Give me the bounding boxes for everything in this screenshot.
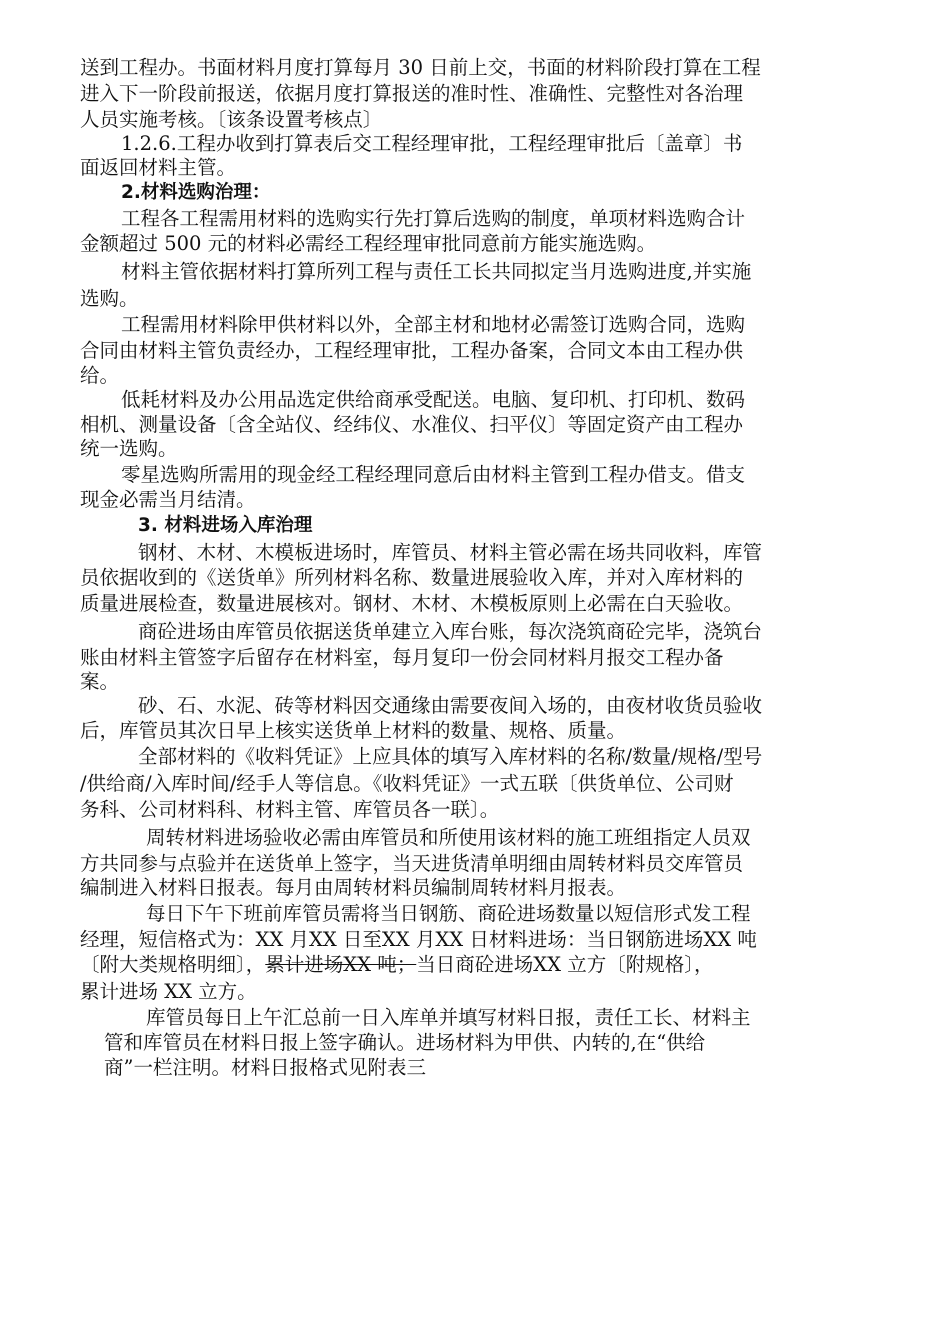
text-line: 商”一栏注明。材料日报格式见附表三 (104, 1056, 426, 1079)
text-line (80, 953, 713, 977)
text-line: 编制进入材料日报表。每月由周转材料员编制周转材料月报表。 (80, 876, 627, 899)
text-line: 钢材、木材、木模板进场时，库管员、材料主管必需在场共同收料，库管 (138, 541, 763, 564)
text-line: 商砼进场由库管员依据送货单建立入库台账，每次浇筑商砼完毕，浇筑台 (138, 620, 763, 643)
text-line: 给。 (80, 364, 120, 387)
text-line: 材料主管依据材料打算所列工程与责任工长共同拟定当月选购进度,并实施 (121, 260, 752, 283)
text-line: 工程需用材料除甲供材料以外，全部主材和地材必需签订选购合同，选购 (121, 313, 746, 336)
text-line: 零星选购所需用的现金经工程经理同意后由材料主管到工程办借支。借支 (121, 463, 746, 486)
text-line: 工程各工程需用材料的选购实行先打算后选购的制度，单项材料选购合计 (121, 207, 746, 230)
text-line: 周转材料进场验收必需由库管员和所使用该材料的施工班组指定人员双 (146, 826, 751, 849)
text-line: 全部材料的《收料凭证》上应具体的填写入库材料的名称/数量/规格/型号 (138, 745, 763, 768)
text-line: /供给商/入库时间/经手人等信息。《收料凭证》一式五联〔供货单位、公司财 (80, 772, 734, 795)
text-line: 务科、公司材料科、材料主管、库管员各一联〕。 (80, 798, 500, 821)
text-line: 人员实施考核。〔该条设置考核点〕 (80, 108, 383, 131)
text-line: 库管员每日上午汇总前一日入库单并填写材料日报，责任工长、材料主 (146, 1006, 751, 1029)
struck-text: 累计进场XX 吨； (265, 953, 417, 976)
text-line: 送到工程办。书面材料月度打算每月 30 日前上交，书面的材料阶段打算在工程 (80, 56, 761, 79)
text-line: 员依据收到的《送货单》所列材料名称、数量进展验收入库，并对入库材料的 (80, 566, 744, 589)
text-line: 金额超过 500 元的材料必需经工程经理审批同意前方能实施选购。 (80, 232, 657, 255)
text-line: 相机、测量设备〔含全站仪、经纬仪、水准仪、扫平仪〕等固定资产由工程办 (80, 413, 744, 436)
text-line: 进入下一阶段前报送，依据月度打算报送的准时性、准确性、完整性对各治理 (80, 82, 744, 105)
text-line: 面返回材料主管。 (80, 156, 237, 179)
text-line: 方共同参与点验并在送货单上签字，当天进货清单明细由周转材料员交库管员 (80, 852, 744, 875)
text-line: 1.2.6.工程办收到打算表后交工程经理审批，工程经理审批后〔盖章〕书 (121, 132, 743, 155)
text-fragment: 当日商砼进场XX 立方〔附规格〕， (416, 953, 714, 976)
text-line: 合同由材料主管负责经办，工程经理审批，工程办备案，合同文本由工程办供 (80, 339, 744, 362)
text-fragment: 〔附大类规格明细〕， (80, 953, 266, 976)
section-heading: 2.材料选购治理： (121, 182, 271, 203)
text-line: 选购。 (80, 287, 139, 310)
text-line: 经理，短信格式为：XX 月XX 日至XX 月XX 日材料进场：当日钢筋进场XX 吨 (80, 928, 757, 951)
text-line: 现金必需当月结清。 (80, 488, 256, 511)
text-line: 统一选购。 (80, 437, 178, 460)
text-line: 每日下午下班前库管员需将当日钢筋、商砼进场数量以短信形式发工程 (146, 902, 751, 925)
section-heading: 3. 材料进场入库治理 (138, 515, 313, 536)
text-line: 低耗材料及办公用品选定供给商承受配送。电脑、复印机、打印机、数码 (121, 388, 746, 411)
text-line: 案。 (80, 670, 120, 693)
text-line: 管和库管员在材料日报上签字确认。进场材料为甲供、内转的,在“供给 (104, 1031, 706, 1054)
text-line: 质量进展检查，数量进展核对。钢材、木材、木模板原则上必需在白天验收。 (80, 592, 744, 615)
text-line: 后，库管员其次日早上核实送货单上材料的数量、规格、质量。 (80, 719, 627, 742)
text-line: 累计进场 XX 立方。 (80, 980, 257, 1003)
text-line: 砂、石、水泥、砖等材料因交通缘由需要夜间入场的，由夜材收货员验收 (138, 694, 763, 717)
text-line: 账由材料主管签字后留存在材料室，每月复印一份会同材料月报交工程办备 (80, 646, 724, 669)
